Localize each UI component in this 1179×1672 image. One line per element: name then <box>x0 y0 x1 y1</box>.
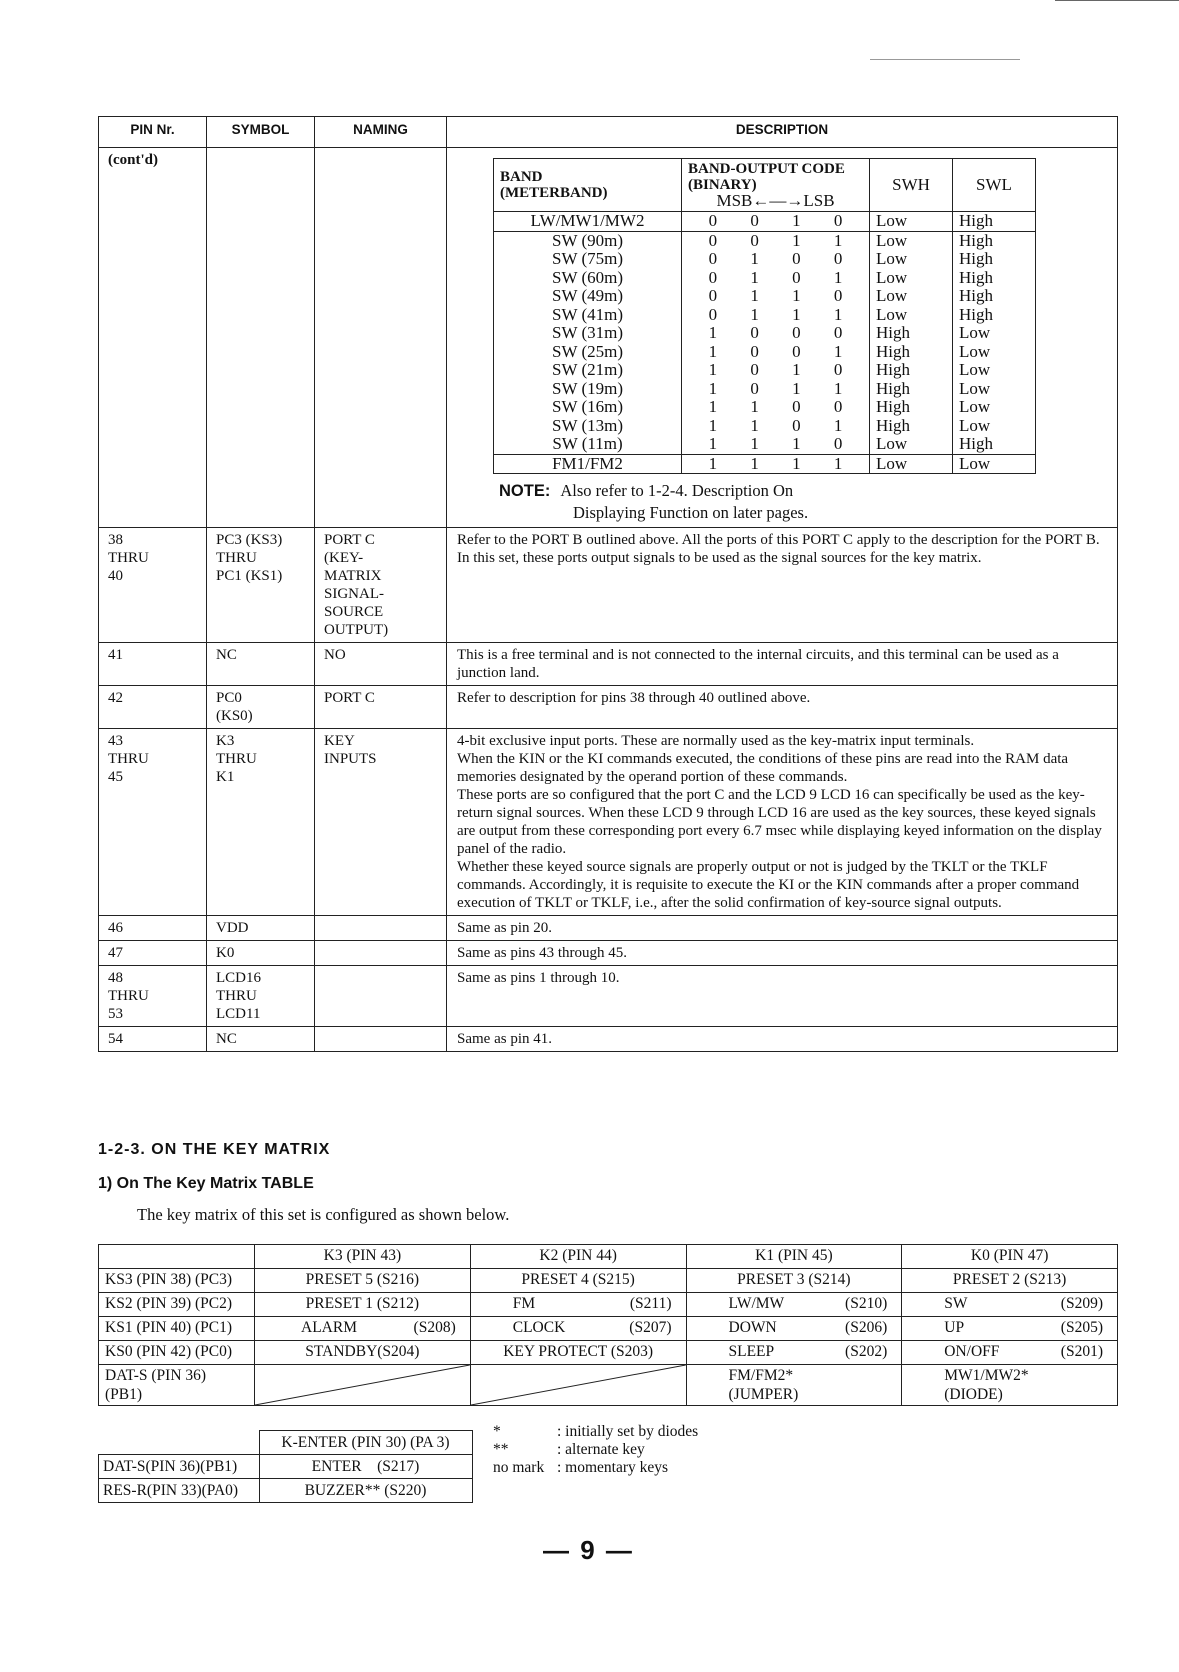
note-line-1: Also refer to 1-2-4. Description On <box>560 481 794 500</box>
band-note <box>499 480 1117 523</box>
page-number: — 9 — <box>543 1535 634 1565</box>
band-name: SW (90m) <box>552 230 623 250</box>
key-row-ks0 <box>99 1341 1118 1365</box>
swh-value: Low <box>876 286 908 305</box>
key-ref: (S206) <box>845 1319 888 1336</box>
key-cell: ENTER (S217) <box>259 1455 472 1479</box>
swh-value: High <box>876 397 910 416</box>
swl-value: High <box>959 304 993 324</box>
pin-description: Same as pins 1 through 10. <box>447 966 1118 1027</box>
pin-description: Same as pin 20. <box>447 916 1118 941</box>
pin-row-46 <box>99 916 1118 941</box>
swh-value: Low <box>870 212 953 232</box>
legend-row <box>493 1423 698 1441</box>
swl-value: Low <box>959 415 991 435</box>
pin-naming <box>315 916 447 941</box>
code-row <box>688 343 863 362</box>
diagonal-line <box>471 1365 686 1405</box>
pin-description: Same as pins 43 through 45. <box>447 941 1118 966</box>
key-cell <box>902 1293 1118 1317</box>
code-row <box>688 250 863 269</box>
key-row-dat-s <box>99 1365 1118 1406</box>
pin-table-header-row <box>99 117 1118 148</box>
pin-description: Refer to the PORT B outlined above. All the ports of this PORT C apply to the description for the PORT B. In this set, these ports output signals to be used as the signal sources for the key matrix. <box>447 528 1118 643</box>
bit: 0 <box>750 211 759 230</box>
band-row-fm <box>494 454 1036 474</box>
bit: 1 <box>833 378 843 398</box>
bit: 0 <box>750 378 759 398</box>
swh-value: High <box>876 341 910 361</box>
pin-row-41 <box>99 643 1118 686</box>
swh-value: Low <box>876 230 908 250</box>
top-rule <box>1055 0 1179 1</box>
pin-number: 48 THRU 53 <box>99 966 207 1027</box>
key-cell <box>470 1317 686 1341</box>
pin-row-38-40 <box>99 528 1118 643</box>
key-cell: BUZZER** (S220) <box>259 1479 472 1503</box>
band-code <box>682 212 870 232</box>
header-symbol: SYMBOL <box>207 117 315 148</box>
col-header-k2: K2 (PIN 44) <box>470 1245 686 1269</box>
sw-band-names <box>494 231 682 454</box>
pin-description: Refer to description for pins 38 through 40 outlined above. <box>447 686 1118 729</box>
key-ref: (S205) <box>1060 1319 1103 1336</box>
bit: 1 <box>792 453 801 473</box>
pin-symbol: VDD <box>207 916 315 941</box>
pin-number: 41 <box>99 643 207 686</box>
bit: 0 <box>833 211 843 230</box>
key-cell: MW1/MW2* (DIODE) <box>902 1365 1118 1406</box>
bit: 1 <box>750 397 759 416</box>
swh-value: Low <box>876 434 908 453</box>
code-row <box>688 287 863 306</box>
pin-naming: PORT C <box>315 686 447 729</box>
band-table-wrap <box>447 148 1117 527</box>
swh-value: High <box>876 378 910 398</box>
band-header: BAND (METERBAND) <box>494 159 682 212</box>
key-ref: (S208) <box>413 1319 456 1336</box>
band-name: SW (13m) <box>552 415 623 435</box>
key-cell: PRESET 3 (S214) <box>686 1269 902 1293</box>
key-name: UP <box>944 1319 965 1336</box>
bit: 0 <box>708 249 718 268</box>
bit: 1 <box>708 397 718 416</box>
short-rule <box>870 59 1020 60</box>
col-header-k1: K1 (PIN 45) <box>686 1245 902 1269</box>
key-row-ks2 <box>99 1293 1118 1317</box>
code-row <box>688 361 863 380</box>
key-cell: PRESET 2 (S213) <box>902 1269 1118 1293</box>
pin-number: 46 <box>99 916 207 941</box>
section-heading: 1-2-3. ON THE KEY MATRIX <box>98 1141 331 1158</box>
bit: 1 <box>708 415 718 435</box>
key-name: SLEEP <box>728 1343 775 1360</box>
col-header-k0: K0 (PIN 47) <box>902 1245 1118 1269</box>
key-row-ks1 <box>99 1317 1118 1341</box>
band-name: LW/MW1/MW2 <box>494 212 682 232</box>
band-name: SW (25m) <box>552 341 623 361</box>
key-name: LW/MW <box>728 1295 785 1312</box>
bit: 0 <box>750 323 759 342</box>
pin-row-43-45 <box>99 729 1118 916</box>
blank-cell <box>99 1431 260 1455</box>
swl-value: High <box>959 286 993 305</box>
bit: 1 <box>750 249 759 268</box>
pin-number: 42 <box>99 686 207 729</box>
key-cell <box>686 1317 902 1341</box>
k-enter-table <box>98 1430 473 1503</box>
sub-heading: 1) On The Key Matrix TABLE <box>98 1175 314 1192</box>
swl-value: High <box>959 267 993 287</box>
swh-value: High <box>876 323 910 342</box>
key-ref: (S201) <box>1060 1343 1103 1360</box>
swh-header: SWH <box>870 159 953 212</box>
code-row <box>688 398 863 417</box>
swl-value: Low <box>953 454 1036 474</box>
key-ref: (S211) <box>629 1295 672 1312</box>
key-cell: PRESET 5 (S216) <box>255 1269 471 1293</box>
bit: 0 <box>750 230 759 250</box>
band-name: SW (16m) <box>552 397 623 416</box>
bit: 1 <box>792 434 801 453</box>
legend-text: : alternate key <box>557 1441 645 1458</box>
band-output-code-table <box>493 158 1036 474</box>
bit: 1 <box>792 304 801 324</box>
key-ref: (S209) <box>1060 1295 1103 1312</box>
k-enter-header-row <box>99 1431 473 1455</box>
bit: 0 <box>792 323 801 342</box>
bit: 0 <box>750 360 759 379</box>
bit: 1 <box>833 267 843 287</box>
bit: 0 <box>792 249 801 268</box>
key-cell: PRESET 1 (S212) <box>255 1293 471 1317</box>
row-label: KS1 (PIN 40) (PC1) <box>99 1317 255 1341</box>
swl-value: Low <box>959 323 991 342</box>
swh-value: Low <box>876 249 908 268</box>
bit: 1 <box>708 341 718 361</box>
key-matrix-table <box>98 1244 1118 1406</box>
empty-cell-diagonal <box>470 1365 686 1406</box>
k-enter-row <box>99 1479 473 1503</box>
key-cell <box>686 1293 902 1317</box>
bit: 0 <box>708 230 718 250</box>
contd-description <box>447 148 1118 528</box>
key-legend <box>493 1423 698 1477</box>
key-cell: FM/FM2* (JUMPER) <box>686 1365 902 1406</box>
bit: 1 <box>792 286 801 305</box>
sw-swh-values <box>870 231 953 454</box>
note-label: NOTE: <box>499 482 551 500</box>
bit: 1 <box>708 378 718 398</box>
row-label: KS3 (PIN 38) (PC3) <box>99 1269 255 1293</box>
band-name: SW (49m) <box>552 286 623 305</box>
bit: 1 <box>833 453 843 473</box>
key-name: FM <box>512 1295 536 1312</box>
legend-mark: ** <box>493 1441 509 1458</box>
pin-number: 38 THRU 40 <box>99 528 207 643</box>
bit: 0 <box>833 249 843 268</box>
key-cell: KEY PROTECT (S203) <box>470 1341 686 1365</box>
swl-value: High <box>959 434 993 453</box>
bit: 0 <box>708 286 718 305</box>
contd-label: (cont'd) <box>99 148 207 528</box>
col-header-k3: K3 (PIN 43) <box>255 1245 471 1269</box>
row-label: KS2 (PIN 39) (PC2) <box>99 1293 255 1317</box>
bit: 0 <box>708 211 718 230</box>
legend-text: : initially set by diodes <box>557 1423 699 1440</box>
code-row <box>688 417 863 436</box>
pin-symbol: K0 <box>207 941 315 966</box>
key-cell <box>902 1317 1118 1341</box>
swl-value: Low <box>959 341 991 361</box>
bit: 0 <box>792 267 801 287</box>
code-header-label: BAND-OUTPUT CODE (BINARY) <box>688 161 845 193</box>
swl-value: Low <box>959 360 991 379</box>
bit: 1 <box>750 304 759 324</box>
row-label: RES-R(PIN 33)(PA0) <box>99 1479 260 1503</box>
band-name: SW (19m) <box>552 378 623 398</box>
key-ref: (S207) <box>629 1319 672 1336</box>
bit: 1 <box>833 415 843 435</box>
bit: 1 <box>833 341 843 361</box>
row-label: DAT-S(PIN 36)(PB1) <box>99 1455 260 1479</box>
bit: 0 <box>833 286 843 305</box>
swh-value: High <box>876 360 910 379</box>
key-cell: STANDBY(S204) <box>255 1341 471 1365</box>
bit: 0 <box>792 397 801 416</box>
pin-description: This is a free terminal and is not connected to the internal circuits, and this terminal can be used as a junction land. <box>447 643 1118 686</box>
band-name: SW (75m) <box>552 249 623 268</box>
bit: 0 <box>833 323 843 342</box>
pin-naming <box>315 966 447 1027</box>
row-label: KS0 (PIN 42) (PC0) <box>99 1341 255 1365</box>
pin-description-table <box>98 116 1118 1052</box>
bit: 0 <box>833 434 843 453</box>
bit: 0 <box>708 304 718 324</box>
key-name: ON/OFF <box>944 1343 1000 1360</box>
pin-row-54 <box>99 1027 1118 1052</box>
key-name: DOWN <box>728 1319 777 1336</box>
code-row <box>688 380 863 399</box>
sw-band-codes <box>682 231 870 454</box>
pin-number: 54 <box>99 1027 207 1052</box>
bit: 1 <box>792 378 801 398</box>
swl-value: Low <box>959 397 991 416</box>
swl-value: High <box>953 212 1036 232</box>
band-name: SW (21m) <box>552 360 623 379</box>
pin-symbol: PC3 (KS3) THRU PC1 (KS1) <box>207 528 315 643</box>
pin-number: 47 <box>99 941 207 966</box>
pin-symbol: NC <box>207 1027 315 1052</box>
band-name: SW (60m) <box>552 267 623 287</box>
band-rows-sw <box>494 231 1036 454</box>
legend-row <box>493 1441 698 1459</box>
key-ref: (S210) <box>845 1295 888 1312</box>
header-pin: PIN Nr. <box>99 117 207 148</box>
swl-value: High <box>959 249 993 268</box>
pin-row-42 <box>99 686 1118 729</box>
bit: 0 <box>792 415 801 435</box>
key-cell <box>686 1341 902 1365</box>
key-name: SW <box>944 1295 968 1312</box>
empty-cell-diagonal <box>255 1365 471 1406</box>
swh-value: High <box>876 415 910 435</box>
pin-symbol: K3 THRU K1 <box>207 729 315 916</box>
pin-naming: PORT C (KEY- MATRIX SIGNAL- SOURCE OUTPUT) <box>315 528 447 643</box>
code-row <box>688 306 863 325</box>
key-cell <box>470 1293 686 1317</box>
header-description: DESCRIPTION <box>447 117 1118 148</box>
sw-swl-values <box>953 231 1036 454</box>
header-naming: NAMING <box>315 117 447 148</box>
legend-mark: no mark <box>493 1459 545 1476</box>
swh-value: Low <box>870 454 953 474</box>
legend-mark: * <box>493 1423 501 1440</box>
bit: 1 <box>708 323 718 342</box>
pin-row-47 <box>99 941 1118 966</box>
pin-description: 4-bit exclusive input ports. These are normally used as the key-matrix input terminals. When the KIN or the KI commands executed, the conditions of these pins are read into the RAM data memories designated by the operand portion of these commands. These ports are so configured that the port C and the LCD 9 LCD 16 can specifically be used as the key-return signal sources. When these LCD 9 through LCD 16 are used as the key sources, these keyed signals are output from these corresponding port every 6.7 msec while displaying keyed information on the display panel of the radio. Whether these keyed source signals are properly output or not is judged by the TKLT or the TKLF commands. Accordingly, it is requisite to execute the KI or the KIN commands after a proper command execution of TKLT or TKLF, i.e., after the solid confirmation of key-source signal outputs. <box>447 729 1118 916</box>
bit: 1 <box>833 230 843 250</box>
bit: 1 <box>750 434 759 453</box>
row-label: DAT-S (PIN 36) (PB1) <box>99 1365 255 1406</box>
pin-number: 43 THRU 45 <box>99 729 207 916</box>
bit: 1 <box>750 286 759 305</box>
pin-naming: KEY INPUTS <box>315 729 447 916</box>
bit: 1 <box>708 434 718 453</box>
code-row <box>688 269 863 288</box>
bit: 1 <box>792 211 801 230</box>
contd-row <box>99 148 1118 528</box>
code-row <box>688 324 863 343</box>
key-name: ALARM <box>301 1319 357 1336</box>
bit: 0 <box>750 341 759 361</box>
bit: 0 <box>708 267 718 287</box>
key-cell: PRESET 4 (S215) <box>470 1269 686 1293</box>
bit: 1 <box>708 360 718 379</box>
code-header <box>682 159 870 212</box>
band-name: FM1/FM2 <box>494 454 682 474</box>
bit: 1 <box>750 453 759 473</box>
legend-text: : momentary keys <box>557 1459 669 1476</box>
code-row <box>688 232 863 251</box>
band-name: SW (31m) <box>552 323 623 342</box>
swh-value: Low <box>876 304 908 324</box>
bit: 1 <box>792 230 801 250</box>
band-row-lw <box>494 212 1036 232</box>
corner-cell <box>99 1245 255 1269</box>
diagonal-line <box>255 1365 470 1405</box>
swh-value: Low <box>876 267 908 287</box>
bit: 1 <box>750 415 759 435</box>
pin-naming <box>315 941 447 966</box>
bit: 1 <box>833 304 843 324</box>
k-enter-header: K-ENTER (PIN 30) (PA 3) <box>259 1431 472 1455</box>
pin-symbol: PC0 (KS0) <box>207 686 315 729</box>
key-row-ks3 <box>99 1269 1118 1293</box>
k-enter-row <box>99 1455 473 1479</box>
swl-header: SWL <box>953 159 1036 212</box>
intro-text: The key matrix of this set is configured as shown below. <box>137 1205 510 1224</box>
swl-value: Low <box>959 378 991 398</box>
band-name: SW (11m) <box>552 434 623 453</box>
pin-symbol: LCD16 THRU LCD11 <box>207 966 315 1027</box>
band-name: SW (41m) <box>552 304 623 324</box>
msb-lsb-label: MSB←—→LSB <box>716 191 835 210</box>
key-cell <box>902 1341 1118 1365</box>
bit: 1 <box>792 360 801 379</box>
band-code <box>682 454 870 474</box>
code-row <box>688 435 863 454</box>
note-line-2: Displaying Function on later pages. <box>573 503 809 522</box>
key-matrix-header-row <box>99 1245 1118 1269</box>
bit: 1 <box>750 267 759 287</box>
pin-description: Same as pin 41. <box>447 1027 1118 1052</box>
pin-row-48-53 <box>99 966 1118 1027</box>
contd-naming <box>315 148 447 528</box>
bit: 0 <box>833 397 843 416</box>
band-table-header <box>494 159 1036 212</box>
bit: 0 <box>792 341 801 361</box>
key-ref: (S202) <box>845 1343 888 1360</box>
bit: 1 <box>708 453 718 473</box>
key-name: CLOCK <box>512 1319 566 1336</box>
contd-symbol <box>207 148 315 528</box>
pin-naming <box>315 1027 447 1052</box>
key-cell <box>255 1317 471 1341</box>
pin-symbol: NC <box>207 643 315 686</box>
pin-naming: NO <box>315 643 447 686</box>
bit: 0 <box>833 360 843 379</box>
legend-row <box>493 1459 698 1477</box>
swl-value: High <box>959 230 993 250</box>
